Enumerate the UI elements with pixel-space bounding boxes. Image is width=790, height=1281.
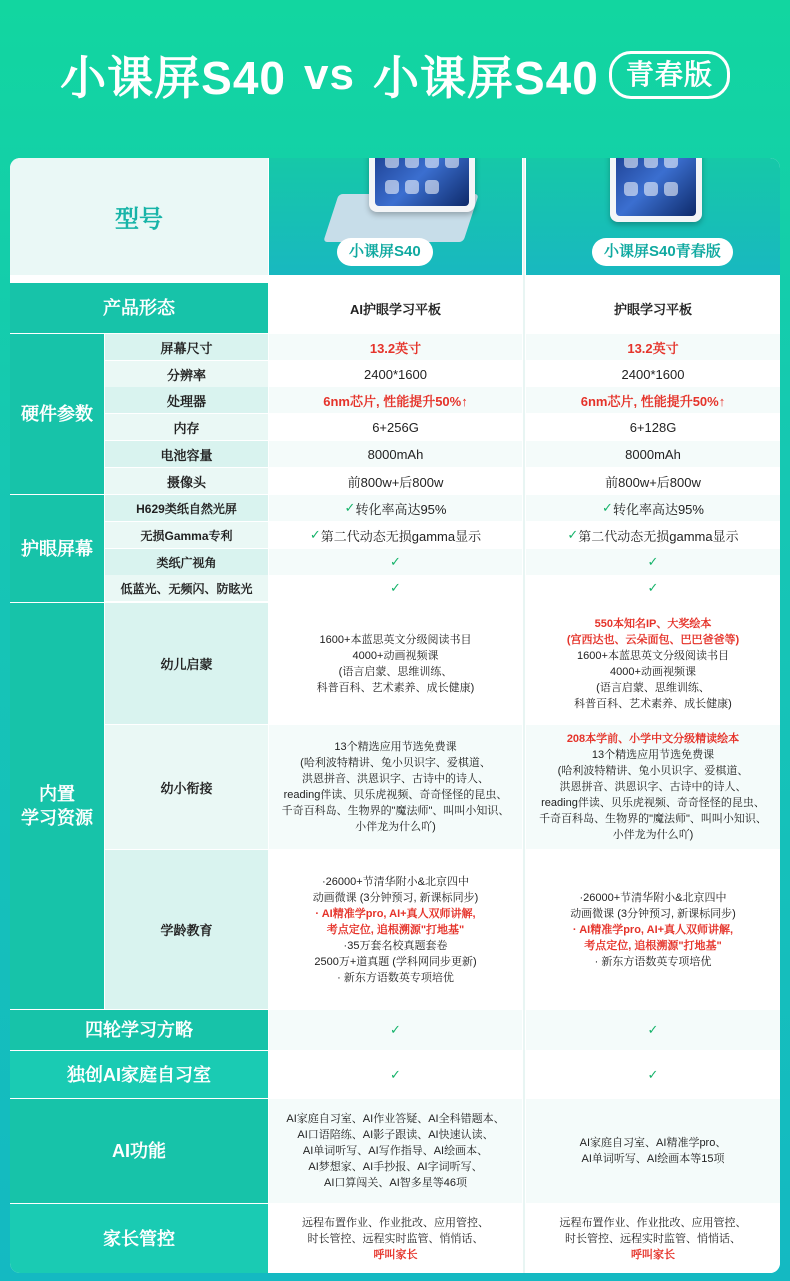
check-icon: ✓ xyxy=(390,580,401,595)
text-line: AI家庭自习室、AI作业答疑、AI全科错题本、 xyxy=(286,1113,505,1125)
hw-sub-1: 分辨率 xyxy=(105,361,268,387)
hw-a-4: 8000mAh xyxy=(269,441,522,467)
text-line: 1600+本蓝思英文分级阅读书目 xyxy=(577,649,729,662)
text-line: 时长管控、远程实时监管、悄悄话、 xyxy=(565,1232,741,1245)
text-line: 呼叫家长 xyxy=(631,1248,675,1261)
hw-sub-4: 电池容量 xyxy=(105,441,268,467)
title-vs: vs xyxy=(304,50,355,99)
text-line: 动画微课 (3分钟预习, 新课标同步) xyxy=(312,891,479,904)
text-line: 550本知名IP、大奖绘本 xyxy=(594,617,712,630)
eye-value: 第二代动态无损gamma显示 xyxy=(578,528,739,544)
four-a-check: ✓ xyxy=(269,1010,522,1050)
hw-b-1: 2400*1600 xyxy=(526,361,780,387)
row-learn-label: 内置 学习资源 xyxy=(10,603,104,1009)
eye-sub-0: H629类纸自然光屏 xyxy=(105,495,268,521)
hw-a-5: 前800w+后800w xyxy=(269,468,522,494)
hw-a-0: 13.2英寸 xyxy=(269,334,522,360)
hw-b-0: 13.2英寸 xyxy=(526,334,780,360)
text-line: AI单词听写、AI绘画本等15项 xyxy=(581,1153,725,1165)
text-line: 洪恩拼音、洪恩识字、古诗中的诗人、 xyxy=(559,781,747,793)
check-icon: ✓ xyxy=(567,527,579,542)
check-icon: ✓ xyxy=(647,554,659,569)
eye-a-2 xyxy=(269,549,522,575)
model-b-header xyxy=(526,158,780,275)
eye-value: 第二代动态无损gamma显示 xyxy=(320,528,482,544)
text-line: 4000+动画视频课 xyxy=(352,649,439,662)
row-form-label: 产品形态 xyxy=(10,283,268,333)
text-line: 考点定位, 追根溯源"打地基" xyxy=(584,939,722,952)
text-line: 考点定位, 追根溯源"打地基" xyxy=(326,923,465,936)
text-line: 科普百科、艺术素养、成长健康) xyxy=(574,697,732,710)
text-line: AI口算闯关、AI智多星等46项 xyxy=(323,1177,468,1189)
text-line: reading伴读、贝乐虎视频、奇奇怪怪的昆虫、 xyxy=(283,789,508,801)
parent-b xyxy=(526,1204,780,1273)
text-line: 1600+本蓝思英文分级阅读书目 xyxy=(319,633,472,646)
eye-value: 转化率高达95% xyxy=(355,501,447,517)
hw-b-5: 前800w+后800w xyxy=(526,468,780,494)
comparison-table xyxy=(10,158,780,1273)
check-icon: ✓ xyxy=(344,500,356,515)
hw-a-3: 6+256G xyxy=(269,414,522,440)
text-line: 小伴龙为什么吖) xyxy=(355,821,436,833)
check-icon: ✓ xyxy=(647,580,659,595)
eye-b-3 xyxy=(526,575,780,601)
ai-b xyxy=(526,1099,780,1203)
text-line: ·26000+节清华附小&北京四中 xyxy=(579,891,727,904)
ai-a xyxy=(269,1099,522,1203)
row-study-label: 独创AI家庭自习室 xyxy=(10,1051,268,1098)
row-ai-label: AI功能 xyxy=(10,1099,268,1203)
row-four-label: 四轮学习方略 xyxy=(10,1010,268,1050)
row-hardware-label: 硬件参数 xyxy=(10,334,104,494)
hw-b-3: 6+128G xyxy=(526,414,780,440)
form-b: 护眼学习平板 xyxy=(613,301,692,317)
text-line: 远程布置作业、作业批改、应用管控、 xyxy=(302,1216,489,1229)
text-line: 2500万+道真题 (学科网同步更新) xyxy=(314,955,477,968)
text-line: 科普百科、艺术素养、成长健康) xyxy=(316,681,475,694)
text-line: 13个精选应用节选免费课 xyxy=(334,741,457,753)
kids-a xyxy=(269,603,522,724)
page-header xyxy=(0,0,790,150)
bridge-a xyxy=(269,725,522,849)
text-line: · AI精准学pro, AI+真人双师讲解, xyxy=(315,907,476,920)
row-parent-label: 家长管控 xyxy=(10,1204,268,1273)
parent-a xyxy=(269,1204,522,1273)
eye-b-1 xyxy=(526,522,780,548)
text-line: · AI精准学pro, AI+真人双师讲解, xyxy=(572,923,734,936)
study-b-check: ✓ xyxy=(526,1051,780,1098)
hw-b-4: 8000mAh xyxy=(526,441,780,467)
hw-a-1: 2400*1600 xyxy=(269,361,522,387)
text-line: 时长管控、远程实时监管、悄悄话、 xyxy=(307,1232,484,1245)
hw-sub-2: 处理器 xyxy=(105,387,268,413)
kids-b xyxy=(526,603,780,724)
eye-a-3 xyxy=(269,575,522,601)
check-icon: ✓ xyxy=(390,554,401,569)
text-line: 洪恩拼音、洪恩识字、古诗中的诗人、 xyxy=(302,773,489,785)
sub-school: 学龄教育 xyxy=(105,850,268,1009)
tablet-b-image xyxy=(610,158,702,222)
text-line: AI口语陪练、AI影子跟读、AI快速认读、 xyxy=(297,1129,494,1141)
text-line: 远程布置作业、作业批改、应用管控、 xyxy=(559,1216,747,1229)
text-line: 4000+动画视频课 xyxy=(610,665,696,678)
text-line: 动画微课 (3分钟预习, 新课标同步) xyxy=(570,907,736,920)
text-line: 千奇百科岛、生物界的"魔法师"、叫叫小知识、 xyxy=(539,813,767,825)
sub-bridge: 幼小衔接 xyxy=(105,725,268,849)
model-label: 型号 xyxy=(10,158,268,275)
text-line: AI梦想家、AI手抄报、AI字词听写、 xyxy=(308,1161,483,1173)
tablet-a-image xyxy=(369,158,475,212)
school-b xyxy=(526,850,780,1009)
eye-a-1 xyxy=(269,522,522,548)
hw-b-2: 6nm芯片, 性能提升50%↑ xyxy=(526,387,780,413)
page-title xyxy=(60,42,730,108)
check-icon: ✓ xyxy=(309,527,321,542)
eye-b-2 xyxy=(526,549,780,575)
text-line: 208本学前、小学中文分级精读绘本 xyxy=(566,733,740,745)
form-a: AI护眼学习平板 xyxy=(349,301,441,317)
text-line: · 新东方语数英专项培优 xyxy=(337,971,454,984)
text-line: 千奇百科岛、生物界的"魔法师"、叫叫小知识、 xyxy=(281,805,510,817)
bridge-b xyxy=(526,725,780,849)
model-a-header xyxy=(269,158,522,275)
eye-b-0 xyxy=(526,495,780,521)
eye-value: 转化率高达95% xyxy=(612,501,704,517)
text-line: AI单词听写、AI写作指导、AI绘画本、 xyxy=(302,1145,489,1157)
text-line: (宫西达也、云朵面包、巴巴爸爸等) xyxy=(566,633,740,646)
column-divider xyxy=(523,158,525,1273)
hw-sub-0: 屏幕尺寸 xyxy=(105,334,268,360)
hw-sub-3: 内存 xyxy=(105,414,268,440)
eye-sub-3: 低蓝光、无频闪、防眩光 xyxy=(105,575,268,601)
title-left: 小课屏S40 xyxy=(60,52,287,104)
text-line: ·35万套名校真题套卷 xyxy=(343,939,448,952)
row-eye-label: 护眼屏幕 xyxy=(10,495,104,602)
text-line: · 新东方语数英专项培优 xyxy=(594,955,712,968)
text-line: reading伴读、贝乐虎视频、奇奇怪怪的昆虫、 xyxy=(541,797,765,809)
sub-kids: 幼儿启蒙 xyxy=(105,603,268,724)
text-line: (哈利波特精讲、兔小贝识字、爱棋道、 xyxy=(557,765,749,777)
four-b-check: ✓ xyxy=(526,1010,780,1050)
eye-sub-2: 类纸广视角 xyxy=(105,549,268,575)
text-line: AI家庭自习室、AI精准学pro、 xyxy=(579,1137,727,1149)
text-line: (语言启蒙、思维训练、 xyxy=(338,665,453,678)
eye-sub-1: 无损Gamma专利 xyxy=(105,522,268,548)
study-a-check: ✓ xyxy=(269,1051,522,1098)
text-line: (哈利波特精讲、兔小贝识字、爱棋道、 xyxy=(300,757,491,769)
model-a-name: 小课屏S40 xyxy=(337,238,433,266)
text-line: 13个精选应用节选免费课 xyxy=(591,749,715,761)
hw-sub-5: 摄像头 xyxy=(105,468,268,494)
title-badge: 青春版 xyxy=(609,51,730,99)
text-line: (语言启蒙、思维训练、 xyxy=(596,681,710,694)
text-line: 小伴龙为什么吖) xyxy=(612,829,694,841)
hw-a-2: 6nm芯片, 性能提升50%↑ xyxy=(269,387,522,413)
school-a xyxy=(269,850,522,1009)
model-b-name: 小课屏S40青春版 xyxy=(592,238,733,266)
eye-a-0 xyxy=(269,495,522,521)
check-icon: ✓ xyxy=(602,500,613,515)
text-line: ·26000+节清华附小&北京四中 xyxy=(321,875,469,888)
title-right: 小课屏S40 xyxy=(372,52,599,104)
text-line: 呼叫家长 xyxy=(373,1248,418,1261)
